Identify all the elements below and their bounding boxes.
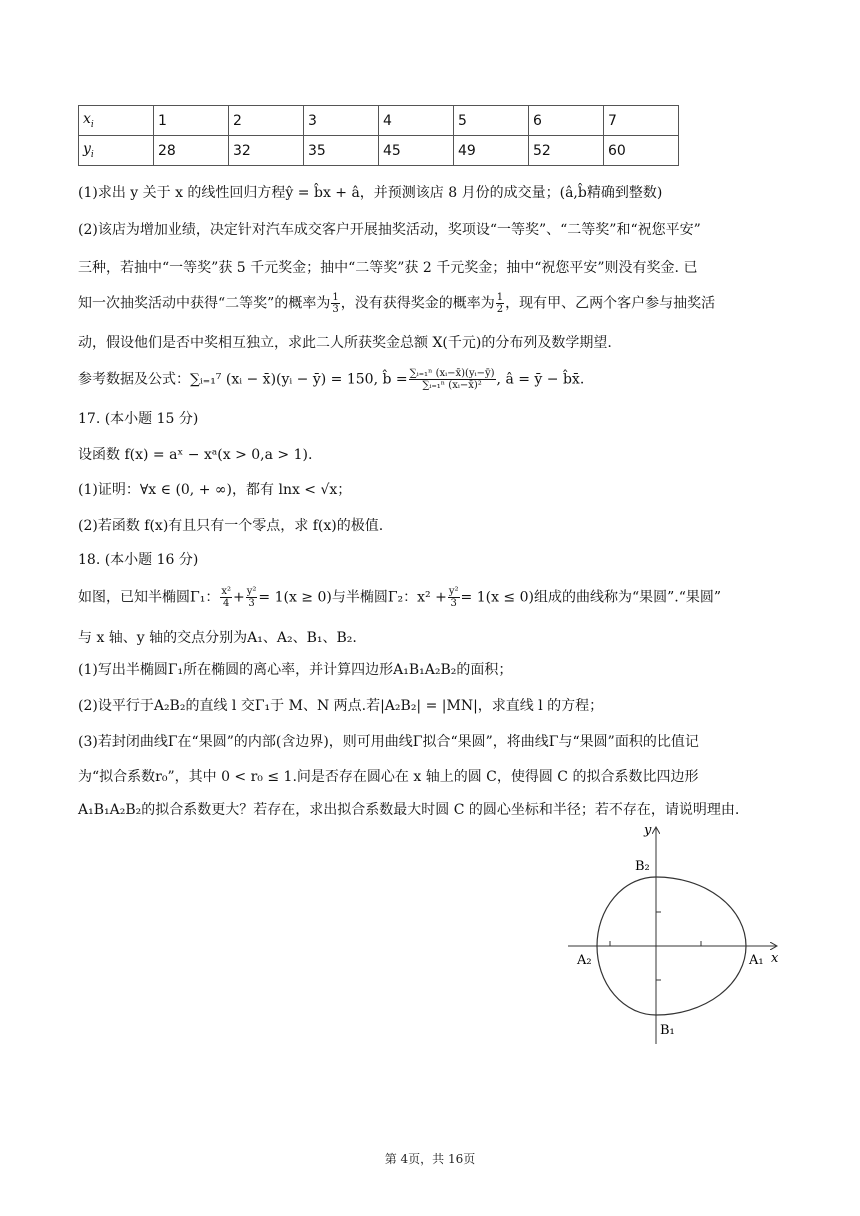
q16-part1: (1)求出 y 关于 x 的线性回归方程ŷ = b̂x + â，并预测该店 8 月份的成交量；(â,b̂精确到整数): [78, 185, 663, 201]
table-cell: 2: [229, 106, 304, 136]
page-footer: 第 4页，共 16页: [384, 1152, 476, 1166]
q16-part2-line2: 三种，若抽中“一等奖”获 5 千元奖金；抽中“二等奖”获 2 千元奖金；抽中“祝您平安”则没有奖金. 已: [78, 260, 698, 276]
label-b2: B₂: [635, 859, 650, 874]
q17-title: 17. (本小题 15 分): [78, 411, 199, 427]
table-cell: 35: [304, 136, 379, 166]
q17-part1: (1)证明：∀x ∈ (0, + ∞)，都有 lnx < √x；: [78, 482, 352, 498]
label-a2: A₂: [577, 953, 592, 968]
label-x-axis: x: [771, 951, 779, 966]
q17-part2: (2)若函数 f(x)有且只有一个零点，求 f(x)的极值.: [78, 518, 384, 534]
table-cell: 1: [154, 106, 229, 136]
table-cell: 4: [379, 106, 454, 136]
table-row-x: [79, 106, 679, 136]
q18-part3-line3: A₁B₁A₂B₂的拟合系数更大？若存在，求出拟合系数最大时圆 C 的圆心坐标和半径；若不存在，请说明理由.: [78, 802, 740, 818]
fraction-one-third: $\frac{1}{3}$: [332, 292, 339, 315]
table-cell: 7: [604, 106, 679, 136]
fruit-ellipse-figure: [566, 822, 786, 1052]
q18-title: 18. (本小题 16 分): [78, 552, 199, 568]
q17-stem: 设函数 f(x) = aˣ − xᵃ(x > 0,a > 1).: [78, 447, 313, 463]
table-cell: 28: [154, 136, 229, 166]
table-cell: 3: [304, 106, 379, 136]
table-cell: 6: [529, 106, 604, 136]
q18-stem-line2: 与 x 轴、y 轴的交点分别为A₁、A₂、B₁、B₂.: [78, 630, 357, 646]
q18-stem-line1: 如图，已知半椭圆Γ₁： $\frac{\text{x²}}{4}$ + $\frac{\text{y²}}{3}$ = 1(x ≥ 0)与半椭圆Γ₂：x² + $\frac{\text{y²}}{3}$ = 1(x ≤ 0)组成的曲线称为“果圆”.“果圆”: [78, 586, 722, 609]
formula-b-hat-fraction: $\frac{\text{∑ᵢ₌₁ⁿ (xᵢ−x̄)(yᵢ−ȳ)}}{\text{∑ᵢ₌₁ⁿ (xᵢ−x̄)²}}$: [409, 368, 495, 391]
fraction-y2-over-3: $\frac{\text{y²}}{3}$: [246, 586, 257, 609]
fraction-one-half: $\frac{1}{2}$: [496, 292, 504, 315]
row-x-header: $x_i$: [79, 106, 154, 136]
table-cell: 32: [229, 136, 304, 166]
q16-part2-line3: 知一次抽奖活动中获得“二等奖”的概率为 $\frac{1}{3}$ ，没有获得奖金的概率为 $\frac{1}{2}$ ，现有甲、乙两个客户参与抽奖活: [78, 292, 716, 315]
label-b1: B₁: [660, 1023, 675, 1038]
data-table: [78, 105, 679, 166]
label-y-axis: y: [644, 823, 652, 838]
q18-part3-line2: 为“拟合系数r₀”，其中 0 < r₀ ≤ 1.问是否存在圆心在 x 轴上的圆 C，使得圆 C 的拟合系数比四边形: [78, 769, 699, 785]
q16-part2-line1: (2)该店为增加业绩，决定针对汽车成交客户开展抽奖活动，奖项设“一等奖”、“二等奖”和“祝您平安”: [78, 222, 701, 238]
q18-part3-line1: (3)若封闭曲线Γ在“果圆”的内部(含边界)，则可用曲线Γ拟合“果圆”，将曲线Γ与“果圆”面积的比值记: [78, 734, 699, 750]
fraction-x2-over-4: $\frac{\text{x²}}{4}$: [221, 586, 231, 609]
row-y-header: $y_i$: [79, 136, 154, 166]
q18-part2: (2)设平行于A₂B₂的直线 l 交Γ₁于 M、N 两点.若|A₂B₂| = |MN|，求直线 l 的方程；: [78, 698, 604, 714]
table-cell: 5: [454, 106, 529, 136]
table-cell: 49: [454, 136, 529, 166]
q18-part1: (1)写出半椭圆Γ₁所在椭圆的离心率，并计算四边形A₁B₁A₂B₂的面积；: [78, 662, 513, 678]
q16-reference-formula: 参考数据及公式：∑ᵢ₌₁⁷ (xᵢ − x̄)(yᵢ − ȳ) = 150, b̂ = $\frac{\text{∑ᵢ₌₁ⁿ (xᵢ−x̄)(yᵢ−ȳ)}}{\text{∑ᵢ₌₁ⁿ (xᵢ−x̄)²}}$ , â = ȳ − b̂x̄.: [78, 368, 585, 391]
table-cell: 60: [604, 136, 679, 166]
fraction-y2-over-3-b: $\frac{\text{y²}}{3}$: [448, 586, 459, 609]
table-row-y: [79, 136, 679, 166]
table-cell: 45: [379, 136, 454, 166]
table-cell: 52: [529, 136, 604, 166]
q16-part2-line4: 动，假设他们是否中奖相互独立，求此二人所获奖金总额 X(千元)的分布列及数学期望.: [78, 335, 612, 351]
label-a1: A₁: [749, 953, 764, 968]
